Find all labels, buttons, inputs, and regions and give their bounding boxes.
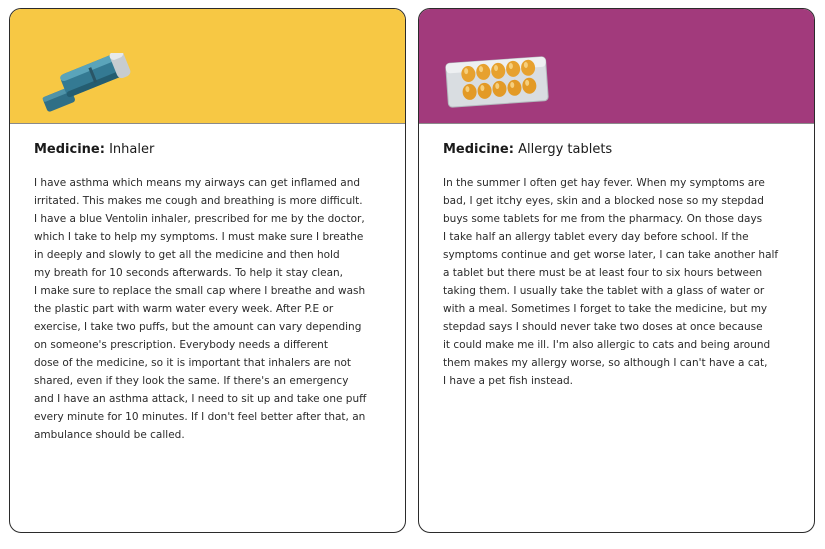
text-line: I have a blue Ventolin inhaler, prescribed for me by the doctor,	[34, 213, 365, 225]
text-line: I have asthma which means my airways can get inflamed and	[34, 177, 361, 189]
medicine-name: Inhaler	[109, 142, 155, 157]
text-line: my breath for 10 seconds afterwards. To help it stay clean,	[34, 267, 344, 279]
medicine-card-inhaler	[9, 8, 406, 533]
medicine-label: Medicine:	[443, 142, 514, 157]
text-line: bad, I get itchy eyes, skin and a blocked nose so my stepdad	[443, 195, 764, 207]
text-line: a tablet but there must be at least four to six hours between	[443, 267, 763, 279]
text-line: and I have an asthma attack, I need to sit up and take one puff	[34, 393, 367, 405]
text-line: dose of the medicine, so it is important that inhalers are not	[34, 357, 352, 369]
text-line: stepdad says I should never take two doses at once because	[443, 321, 763, 333]
text-line: symptoms continue and get worse later, I can take another half	[443, 249, 779, 261]
text-line: exercise, I take two puffs, but the amount can vary depending	[34, 321, 362, 333]
text-line: taking them. I usually take the tablet with a glass of water or	[443, 285, 765, 297]
text-line: I have a pet fish instead.	[443, 375, 574, 387]
medicine-label: Medicine:	[34, 142, 105, 157]
text-line: it could make me ill. I'm also allergic to cats and being around	[443, 339, 771, 351]
text-line: them makes my allergy worse, so although I can't have a cat,	[443, 357, 768, 369]
inhaler-icon	[34, 53, 134, 115]
text-line: shared, even if they look the same. If there's an emergency	[34, 375, 349, 387]
text-line: which I take to help my symptoms. I must make sure I breathe	[34, 231, 364, 243]
text-line: every minute for 10 minutes. If I don't feel better after that, an	[34, 411, 366, 423]
text-line: ambulance should be called.	[34, 429, 185, 441]
header-divider	[419, 123, 814, 124]
medicine-card-allergy-tablets	[418, 8, 815, 533]
medicine-name: Allergy tablets	[518, 142, 613, 157]
text-line: In the summer I often get hay fever. When my symptoms are	[443, 177, 765, 189]
medicine-heading	[34, 142, 154, 157]
text-line: with a meal. Sometimes I forget to take the medicine, but my	[443, 303, 768, 315]
text-line: on someone's prescription. Everybody needs a different	[34, 339, 328, 351]
text-line: the plastic part with warm water every week. After P.E or	[34, 303, 334, 315]
text-line: I make sure to replace the small cap where I breathe and wash	[34, 285, 366, 297]
medicine-heading	[443, 142, 612, 157]
pill-blister-pack-icon	[445, 54, 549, 110]
text-line: I take half an allergy tablet every day before school. If the	[443, 231, 749, 243]
text-line: in deeply and slowly to get all the medicine and then hold	[34, 249, 340, 261]
medicine-description	[34, 174, 374, 444]
header-divider	[10, 123, 405, 124]
text-line: irritated. This makes me cough and breathing is more difficult.	[34, 195, 363, 207]
text-line: buys some tablets for me from the pharmacy. On those days	[443, 213, 763, 225]
medicine-description	[443, 174, 783, 390]
